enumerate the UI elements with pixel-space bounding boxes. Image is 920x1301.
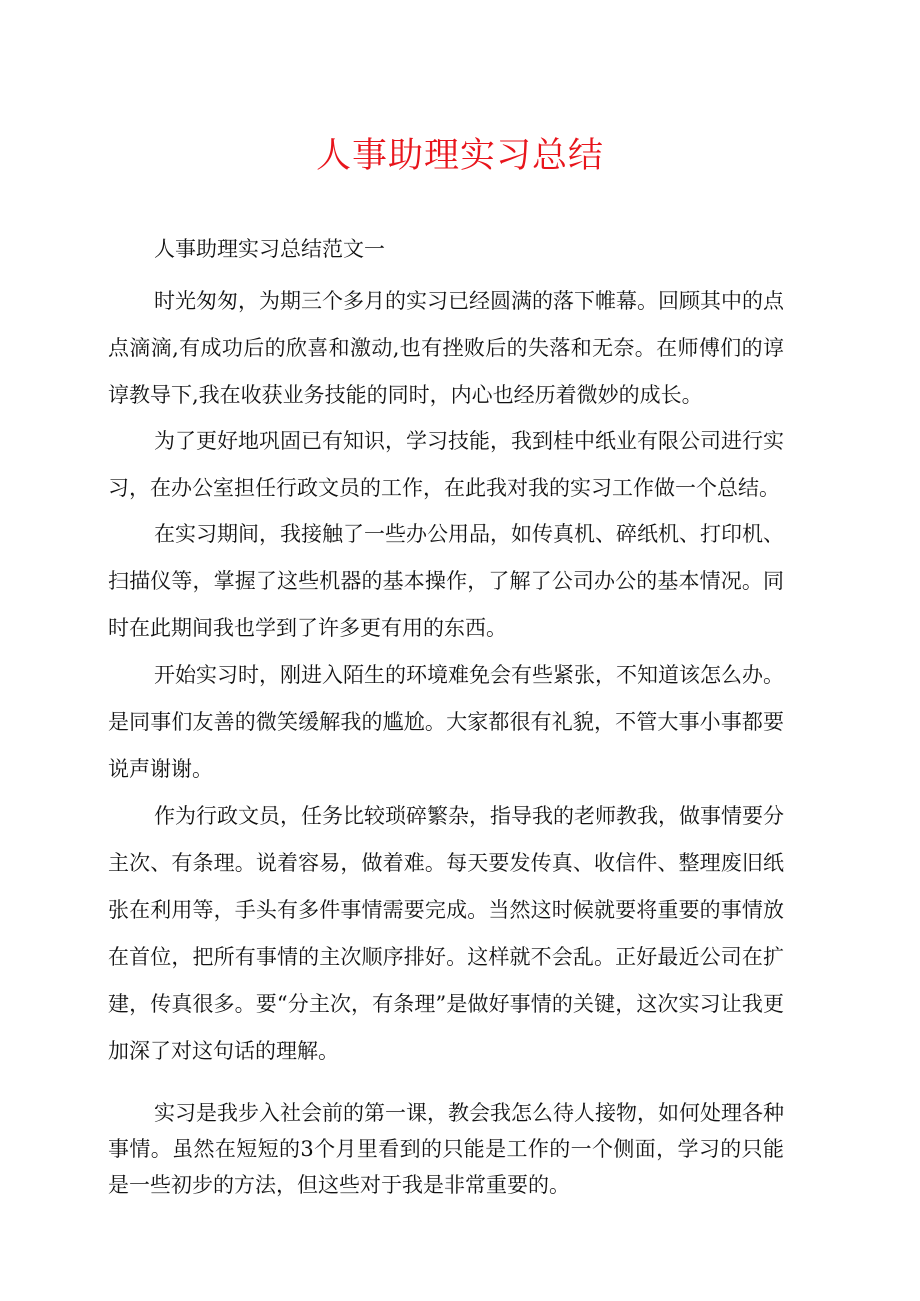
document-subtitle: 人事助理实习总结范文一: [154, 237, 385, 261]
paragraph-3: 在实习期间，我接触了一些办公用品，如传真机、碎纸机、打印机、扫描仪等，掌握了这些机器的基本操作，了解了公司办公的基本情况。同时在此期间我也学到了许多更有用的东西。: [108, 522, 784, 640]
paragraph-4: 开始实习时，刚进入陌生的环境难免会有些紧张，不知道该怎么办。是同事们友善的微笑缓解我的尴尬。大家都很有礼貌，不管大事小事都要说声谢谢。: [108, 663, 784, 781]
paragraph-2: 为了更好地巩固已有知识，学习技能，我到桂中纸业有限公司进行实习，在办公室担任行政文员的工作，在此我对我的实习工作做一个总结。: [108, 429, 784, 500]
paragraph-6: 实习是我步入社会前的第一课，教会我怎么待人接物，如何处理各种事情。虽然在短短的3个月里看到的只能是工作的一个侧面，学习的只能是一些初步的方法，但这些对于我是非常重要的。: [108, 1101, 784, 1197]
paragraph-5: 作为行政文员，任务比较琐碎繁杂，指导我的老师教我，做事情要分主次、有条理。说着容易，做着难。每天要发传真、收信件、整理废旧纸张在利用等，手头有多件事情需要完成。当然这时候就要将重要的事情放在首位，把所有事情的主次顺序排好。这样就不会乱。正好最近公司在扩建，传真很多。要“分主次，有条理”是做好事情的关键，这次实习让我更加深了对这句话的理解。: [108, 804, 784, 1063]
paragraph-1: 时光匆匆，为期三个多月的实习已经圆满的落下帷幕。回顾其中的点点滴滴,有成功后的欣喜和激动,也有挫败后的失落和无奈。在师傅们的谆谆教导下,我在收获业务技能的同时，内心也经历着微妙的成长。: [108, 289, 784, 407]
document-title: 人事助理实习总结: [315, 136, 604, 176]
